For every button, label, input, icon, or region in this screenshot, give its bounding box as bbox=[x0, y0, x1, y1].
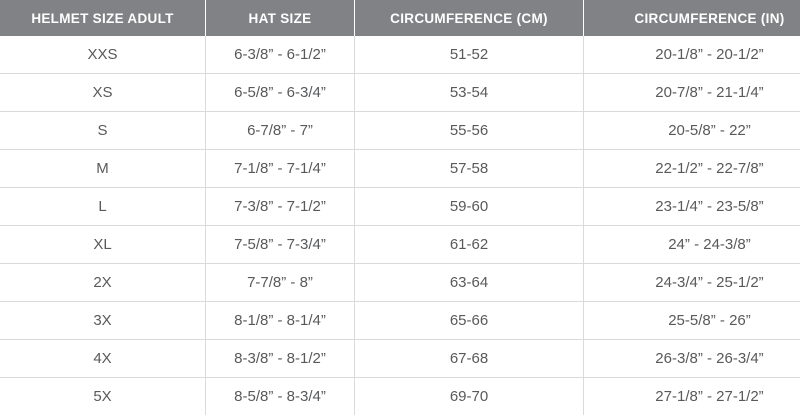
cell-helmet-size: 2X bbox=[0, 264, 206, 302]
cell-helmet-size: S bbox=[0, 112, 206, 150]
cell-hat-size: 8-5/8” - 8-3/4” bbox=[206, 378, 355, 415]
cell-helmet-size: M bbox=[0, 150, 206, 188]
table-row bbox=[0, 112, 800, 150]
cell-circumference-in: 24” - 24-3/8” bbox=[584, 226, 800, 264]
cell-circumference-in: 20-1/8” - 20-1/2” bbox=[584, 36, 800, 74]
cell-hat-size: 8-3/8” - 8-1/2” bbox=[206, 340, 355, 378]
cell-circumference-in: 27-1/8” - 27-1/2” bbox=[584, 378, 800, 415]
column-header-circumference-cm: CIRCUMFERENCE (CM) bbox=[355, 0, 584, 36]
cell-helmet-size: 5X bbox=[0, 378, 206, 415]
cell-circumference-cm: 67-68 bbox=[355, 340, 584, 378]
cell-circumference-in: 20-5/8” - 22” bbox=[584, 112, 800, 150]
cell-hat-size: 7-7/8” - 8” bbox=[206, 264, 355, 302]
cell-circumference-in: 25-5/8” - 26” bbox=[584, 302, 800, 340]
cell-circumference-cm: 55-56 bbox=[355, 112, 584, 150]
cell-helmet-size: XXS bbox=[0, 36, 206, 74]
cell-hat-size: 6-3/8” - 6-1/2” bbox=[206, 36, 355, 74]
table-row bbox=[0, 150, 800, 188]
cell-helmet-size: XL bbox=[0, 226, 206, 264]
table-row bbox=[0, 264, 800, 302]
table-row bbox=[0, 226, 800, 264]
cell-circumference-cm: 59-60 bbox=[355, 188, 584, 226]
cell-hat-size: 6-5/8” - 6-3/4” bbox=[206, 74, 355, 112]
cell-hat-size: 7-5/8” - 7-3/4” bbox=[206, 226, 355, 264]
cell-circumference-cm: 63-64 bbox=[355, 264, 584, 302]
cell-circumference-in: 22-1/2” - 22-7/8” bbox=[584, 150, 800, 188]
table-row bbox=[0, 340, 800, 378]
cell-hat-size: 7-3/8” - 7-1/2” bbox=[206, 188, 355, 226]
cell-circumference-in: 23-1/4” - 23-5/8” bbox=[584, 188, 800, 226]
cell-circumference-cm: 65-66 bbox=[355, 302, 584, 340]
cell-circumference-cm: 53-54 bbox=[355, 74, 584, 112]
cell-hat-size: 7-1/8” - 7-1/4” bbox=[206, 150, 355, 188]
column-header-circumference-in: CIRCUMFERENCE (IN) bbox=[584, 0, 800, 36]
table-row bbox=[0, 302, 800, 340]
cell-circumference-in: 26-3/8” - 26-3/4” bbox=[584, 340, 800, 378]
table-row bbox=[0, 36, 800, 74]
cell-circumference-cm: 51-52 bbox=[355, 36, 584, 74]
cell-circumference-cm: 61-62 bbox=[355, 226, 584, 264]
table-row bbox=[0, 74, 800, 112]
cell-helmet-size: L bbox=[0, 188, 206, 226]
cell-circumference-cm: 57-58 bbox=[355, 150, 584, 188]
column-header-helmet-size-adult: HELMET SIZE ADULT bbox=[0, 0, 206, 36]
cell-helmet-size: 4X bbox=[0, 340, 206, 378]
cell-circumference-in: 20-7/8” - 21-1/4” bbox=[584, 74, 800, 112]
cell-circumference-in: 24-3/4” - 25-1/2” bbox=[584, 264, 800, 302]
cell-helmet-size: XS bbox=[0, 74, 206, 112]
cell-helmet-size: 3X bbox=[0, 302, 206, 340]
cell-hat-size: 6-7/8” - 7” bbox=[206, 112, 355, 150]
column-header-hat-size: HAT SIZE bbox=[206, 0, 355, 36]
table-body bbox=[0, 36, 800, 415]
cell-hat-size: 8-1/8” - 8-1/4” bbox=[206, 302, 355, 340]
table-header bbox=[0, 0, 800, 36]
table-header-row bbox=[0, 0, 800, 36]
table-row bbox=[0, 188, 800, 226]
table-row bbox=[0, 378, 800, 415]
cell-circumference-cm: 69-70 bbox=[355, 378, 584, 415]
